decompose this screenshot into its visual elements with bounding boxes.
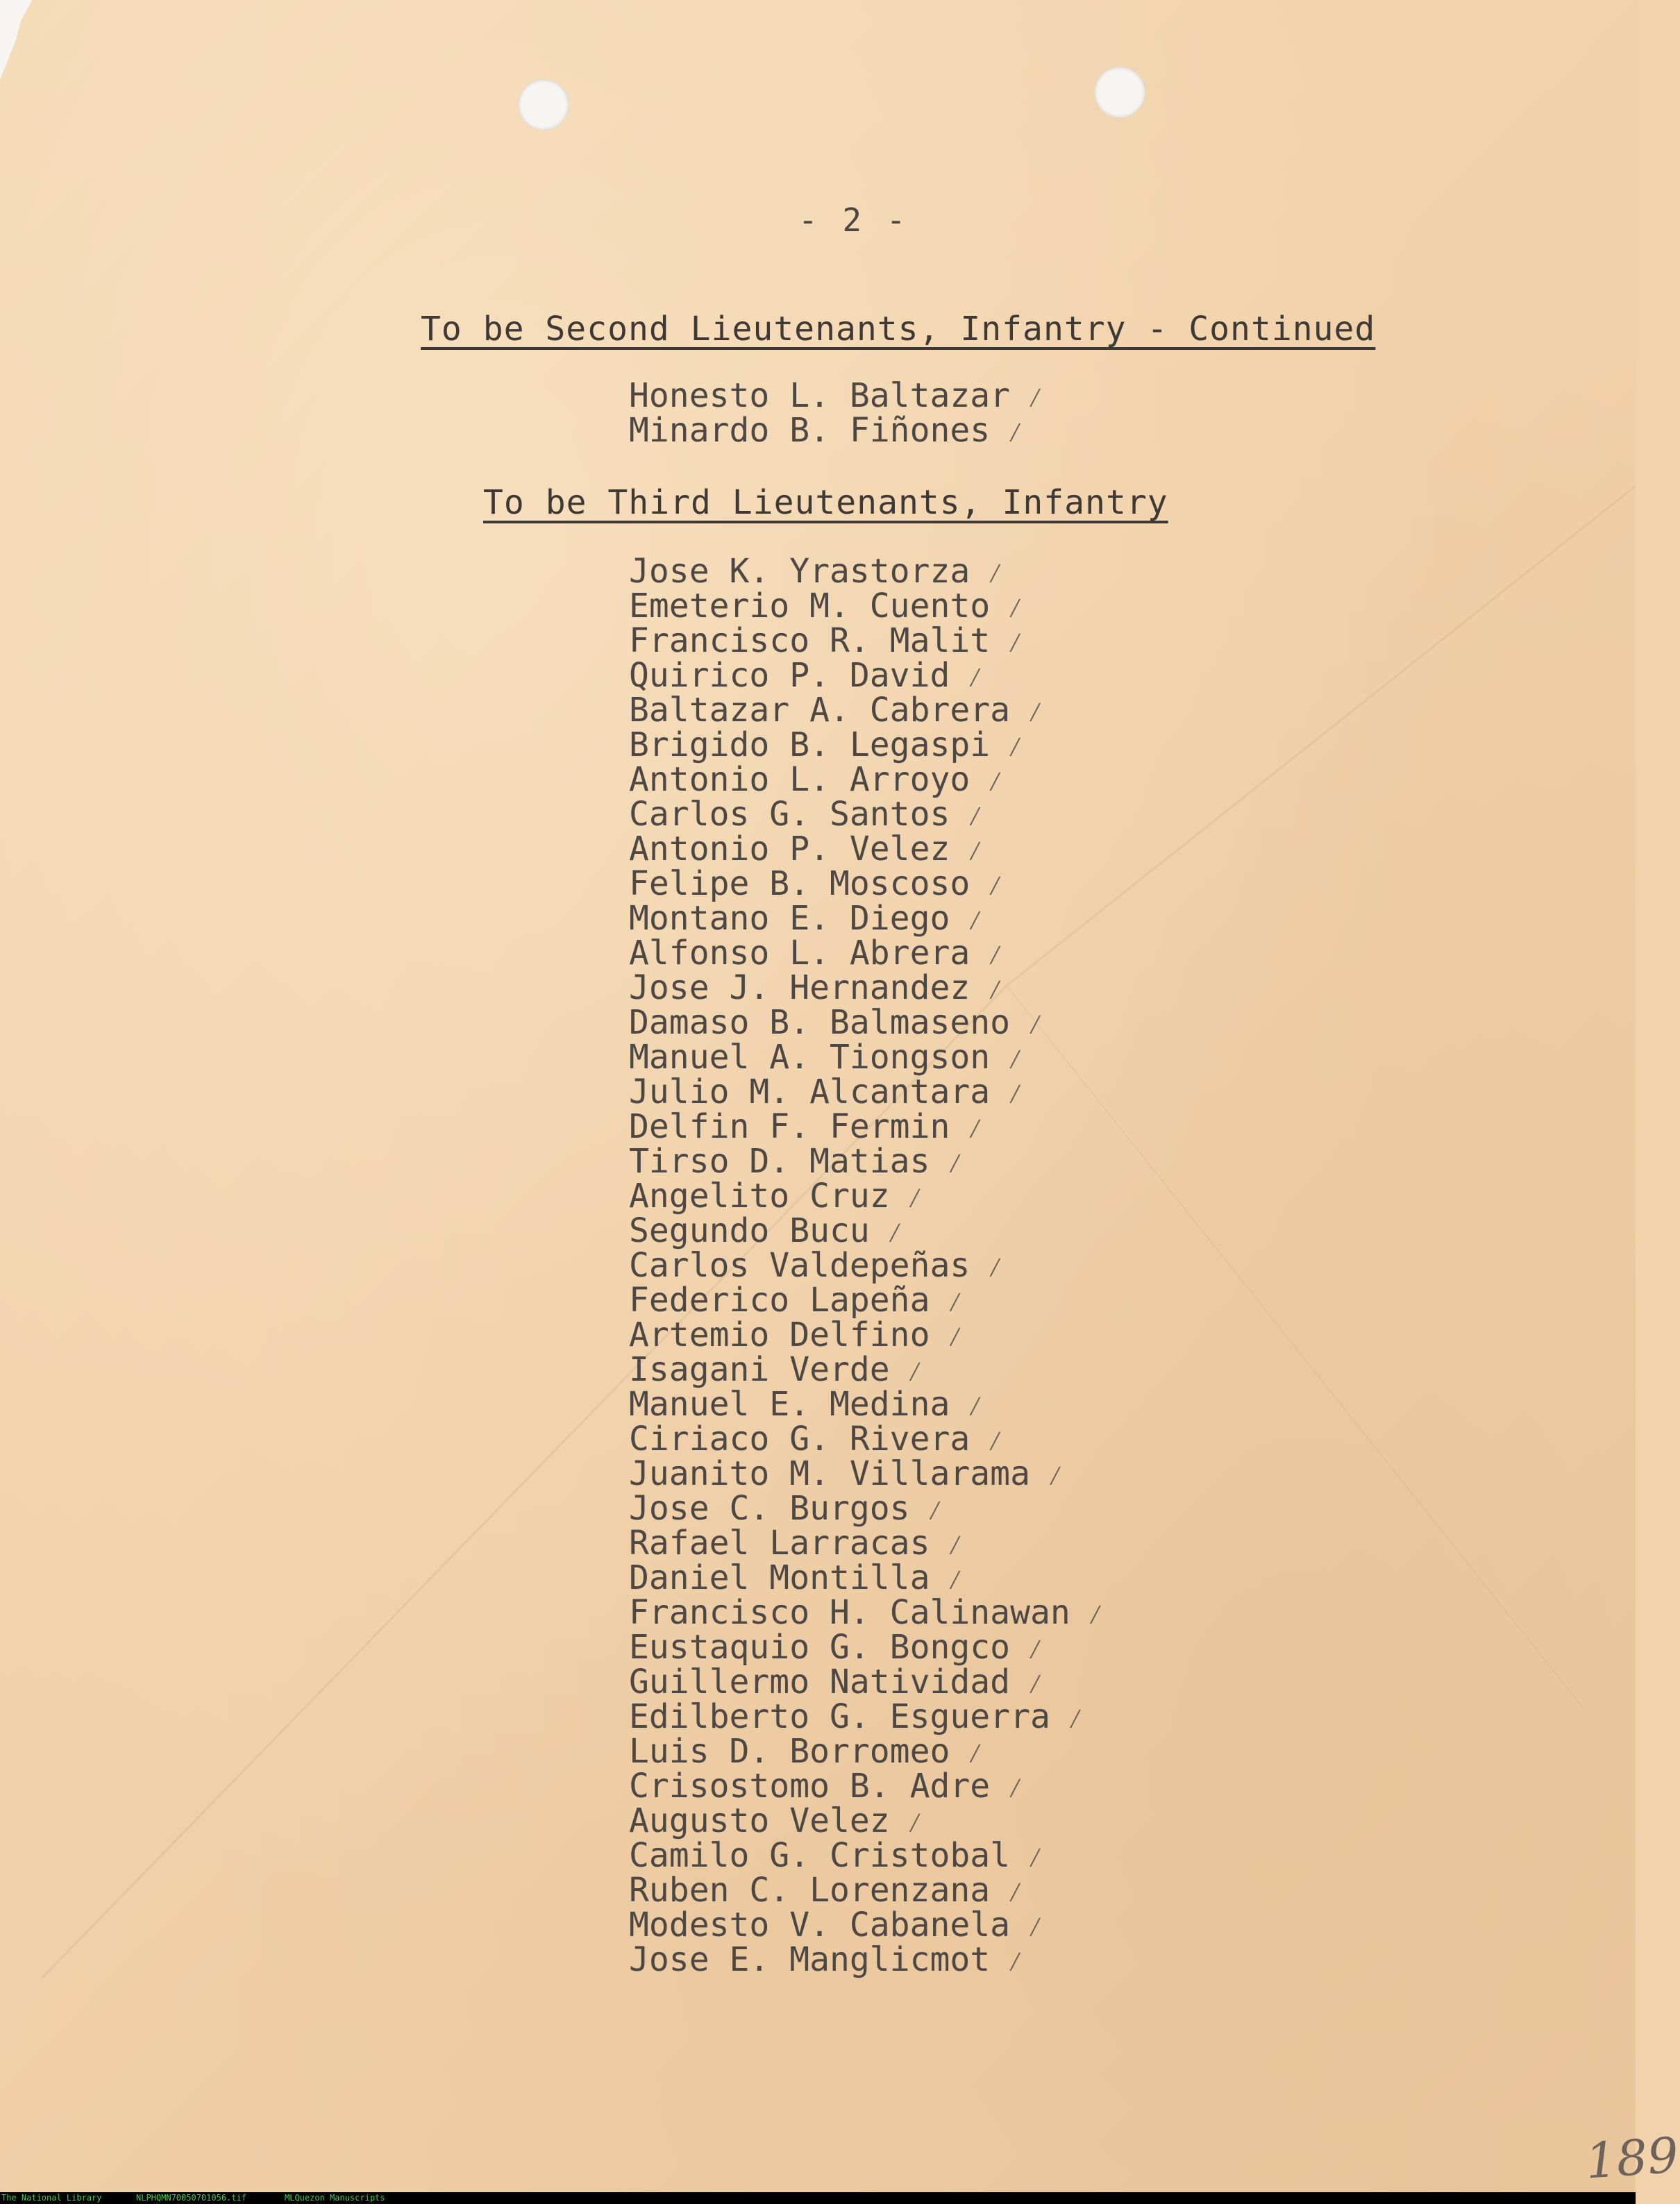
list-item: Antonio P. Velez ⁄ (629, 832, 1104, 866)
list-item: Felipe B. Moscoso ⁄ (629, 866, 1104, 901)
list-item: Quirico P. David ⁄ (629, 658, 1104, 693)
list-item: Isagani Verde ⁄ (629, 1352, 1104, 1387)
list-item: Rafael Larracas ⁄ (629, 1526, 1104, 1561)
list-item: Angelito Cruz ⁄ (629, 1179, 1104, 1213)
list-item: Modesto V. Cabanela ⁄ (629, 1908, 1104, 1942)
list-item: Carlos Valdepeñas ⁄ (629, 1248, 1104, 1283)
list-item: Daniel Montilla ⁄ (629, 1561, 1104, 1595)
list-item: Brigido B. Legaspi ⁄ (629, 727, 1104, 762)
punch-hole-right (1094, 67, 1145, 118)
list-item: Guillermo Natividad ⁄ (629, 1665, 1104, 1699)
list-item: Francisco H. Calinawan ⁄ (629, 1595, 1104, 1630)
list-item: Juanito M. Villarama ⁄ (629, 1456, 1104, 1491)
list-item: Jose E. Manglicmot ⁄ (629, 1942, 1104, 1977)
list-item: Antonio L. Arroyo ⁄ (629, 762, 1104, 797)
list-item: Carlos G. Santos ⁄ (629, 797, 1104, 832)
punch-hole-left (518, 79, 569, 131)
list-item: Augusto Velez ⁄ (629, 1803, 1104, 1838)
list-item: Baltazar A. Cabrera ⁄ (629, 693, 1104, 727)
list-item: Honesto L. Baltazar ⁄ (629, 378, 1043, 413)
list-item: Alfonso L. Abrera ⁄ (629, 936, 1104, 970)
list-item: Camilo G. Cristobal ⁄ (629, 1838, 1104, 1873)
list-item: Manuel E. Medina ⁄ (629, 1387, 1104, 1422)
list-item: Manuel A. Tiongson ⁄ (629, 1040, 1104, 1075)
page-number: - 2 - (798, 201, 909, 239)
list-item: Ruben C. Lorenzana ⁄ (629, 1873, 1104, 1908)
list-item: Eustaquio G. Bongco ⁄ (629, 1630, 1104, 1665)
list-item: Jose J. Hernandez ⁄ (629, 970, 1104, 1005)
handwritten-folio-number: 189 (1584, 2126, 1680, 2190)
list-item: Jose C. Burgos ⁄ (629, 1491, 1104, 1526)
list-item: Edilberto G. Esguerra ⁄ (629, 1699, 1104, 1734)
list-item: Julio M. Alcantara ⁄ (629, 1075, 1104, 1109)
list-item: Luis D. Borromeo ⁄ (629, 1734, 1104, 1769)
third-lieutenants-list (629, 554, 1104, 1977)
list-item: Montano E. Diego ⁄ (629, 901, 1104, 936)
list-item: Tirso D. Matias ⁄ (629, 1144, 1104, 1179)
section-heading-second-lieutenants: To be Second Lieutenants, Infantry - Continued (421, 310, 1376, 348)
list-item: Artemio Delfino ⁄ (629, 1318, 1104, 1352)
section-heading-third-lieutenants: To be Third Lieutenants, Infantry (483, 483, 1168, 522)
torn-corner (0, 0, 42, 83)
footer-library: The National Library (1, 2193, 102, 2203)
list-item: Ciriaco G. Rivera ⁄ (629, 1422, 1104, 1456)
list-item: Federico Lapeña ⁄ (629, 1283, 1104, 1318)
list-item: Delfin F. Fermin ⁄ (629, 1109, 1104, 1144)
list-item: Minardo B. Fiñones ⁄ (629, 413, 1043, 448)
list-item: Crisostomo B. Adre ⁄ (629, 1769, 1104, 1803)
footer-filename: NLPHQMN70050701056.tif (136, 2193, 246, 2203)
list-item: Emeterio M. Cuento ⁄ (629, 589, 1104, 623)
scan-footer-bar (0, 2192, 1636, 2204)
footer-collection: MLQuezon Manuscripts (285, 2193, 385, 2203)
list-item: Jose K. Yrastorza ⁄ (629, 554, 1104, 589)
list-item: Francisco R. Malit ⁄ (629, 623, 1104, 658)
list-item: Segundo Bucu ⁄ (629, 1213, 1104, 1248)
second-lieutenants-list (629, 378, 1043, 448)
list-item: Damaso B. Balmaseno ⁄ (629, 1005, 1104, 1040)
